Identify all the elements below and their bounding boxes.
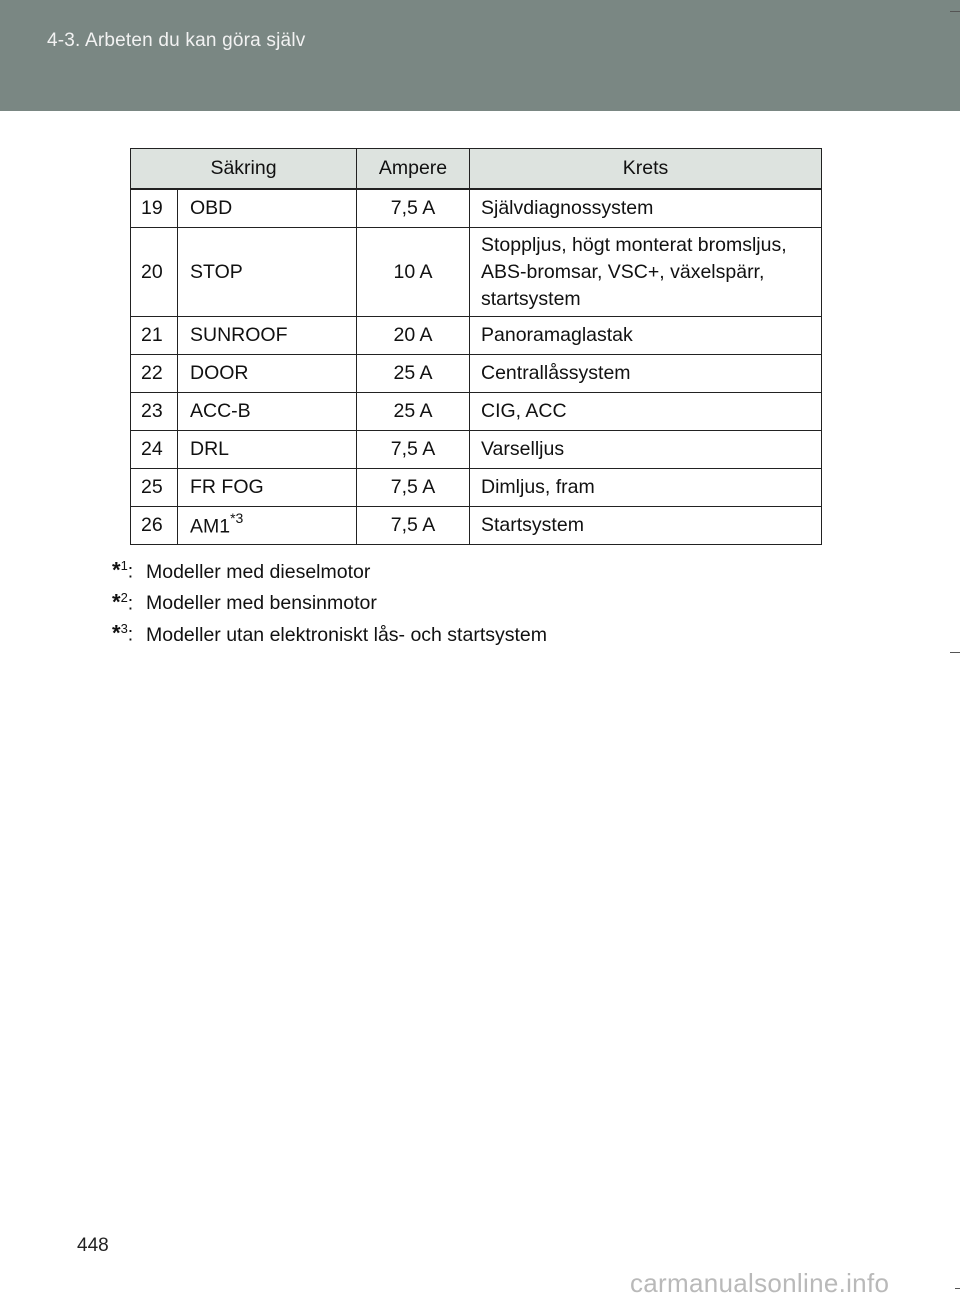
header-band <box>0 0 960 111</box>
footnote-number: 1 <box>120 558 128 573</box>
circuit-line: Stoppljus, högt monterat bromsljus, <box>481 233 787 256</box>
circuit-line: Dimljus, fram <box>481 476 595 498</box>
ampere-cell: 25 A <box>357 393 470 431</box>
footnote-mark: *$^1$: <box>112 557 134 583</box>
footnotes <box>112 553 547 648</box>
circuit-cell <box>470 189 822 228</box>
fuse-name-cell <box>178 317 357 355</box>
fuse-name: AM1 <box>190 515 231 538</box>
fuse-name: ACC-B <box>190 400 251 422</box>
table-header-row <box>131 149 822 190</box>
footnote-marker: *3 <box>230 510 244 527</box>
ampere-cell: 7,5 A <box>357 469 470 507</box>
column-header-ampere: Ampere <box>357 149 470 190</box>
ampere-cell: 25 A <box>357 355 470 393</box>
fuse-number-cell: 19 <box>131 189 178 228</box>
fuse-name-cell <box>178 431 357 469</box>
crop-mark <box>950 11 960 12</box>
circuit-line: Varselljus <box>481 438 565 460</box>
circuit-cell <box>470 317 822 355</box>
asterisk: * <box>112 589 121 614</box>
ampere-cell: 20 A <box>357 317 470 355</box>
fuse-name-cell <box>178 228 357 317</box>
fuse-number-cell: 21 <box>131 317 178 355</box>
footnote-mark: *$^2$: <box>112 589 134 614</box>
fuse-name-cell <box>178 355 357 393</box>
footnote-number: 3 <box>120 621 128 636</box>
table-row <box>131 189 822 228</box>
ampere-cell: 7,5 A <box>357 507 470 545</box>
footnote-text: Modeller utan elektroniskt lås- och startsystem <box>146 623 547 646</box>
footnote <box>112 585 547 617</box>
circuit-line: Centrallåssystem <box>481 362 631 384</box>
fuse-name: OBD <box>190 197 233 219</box>
fuse-name-cell <box>178 469 357 507</box>
circuit-cell <box>470 507 822 545</box>
ampere-cell: 7,5 A <box>357 431 470 469</box>
fuse-number-cell: 23 <box>131 393 178 431</box>
ampere-cell: 7,5 A <box>357 189 470 228</box>
circuit-cell <box>470 393 822 431</box>
fuse-number-cell: 25 <box>131 469 178 507</box>
asterisk: * <box>112 620 121 646</box>
fuse-name: DRL <box>190 438 230 460</box>
column-header-fuse: Säkring <box>131 149 357 190</box>
ampere-cell: 10 A <box>357 228 470 317</box>
column-header-circuit: Krets <box>470 149 822 190</box>
circuit-line: ABS-bromsar, VSC+, växelspärr, <box>481 260 765 283</box>
table-row <box>131 507 822 545</box>
fuse-number-cell: 26 <box>131 507 178 545</box>
footnote-number: 2 <box>120 589 128 605</box>
circuit-line: startsystem <box>481 287 581 310</box>
circuit-line: Självdiagnossystem <box>481 197 654 219</box>
fuse-name: SUNROOF <box>190 324 288 346</box>
fuse-name-cell <box>178 189 357 228</box>
table-row <box>131 317 822 355</box>
fuse-number-cell: 24 <box>131 431 178 469</box>
circuit-cell <box>470 431 822 469</box>
circuit-cell <box>470 228 822 317</box>
footnote <box>112 553 547 585</box>
fuse-name-cell <box>178 507 357 545</box>
asterisk: * <box>112 557 121 583</box>
fuse-name: DOOR <box>190 362 249 384</box>
page-number: 448 <box>77 1235 109 1256</box>
table-row <box>131 393 822 431</box>
footnote-text: Modeller med bensinmotor <box>146 592 377 614</box>
crop-mark <box>955 1288 960 1289</box>
circuit-cell <box>470 469 822 507</box>
crop-mark <box>950 652 960 653</box>
circuit-line: CIG, ACC <box>481 400 567 422</box>
footnote-mark: *$^3$: <box>112 620 134 646</box>
fuse-table <box>130 148 822 545</box>
table-row <box>131 469 822 507</box>
table-row <box>131 228 822 317</box>
circuit-cell <box>470 355 822 393</box>
circuit-line: Panoramaglastak <box>481 324 633 346</box>
fuse-name: STOP <box>190 260 243 283</box>
fuse-number-cell: 20 <box>131 228 178 317</box>
fuse-number-cell: 22 <box>131 355 178 393</box>
fuse-name: FR FOG <box>190 476 264 498</box>
watermark: carmanualsonline.info <box>630 1268 890 1298</box>
table-row <box>131 431 822 469</box>
footnote <box>112 616 547 648</box>
table-row <box>131 355 822 393</box>
section-title: 4-3. Arbeten du kan göra själv <box>47 30 306 51</box>
circuit-line: Startsystem <box>481 514 584 536</box>
footnote-text: Modeller med dieselmotor <box>146 560 371 583</box>
fuse-name-cell <box>178 393 357 431</box>
